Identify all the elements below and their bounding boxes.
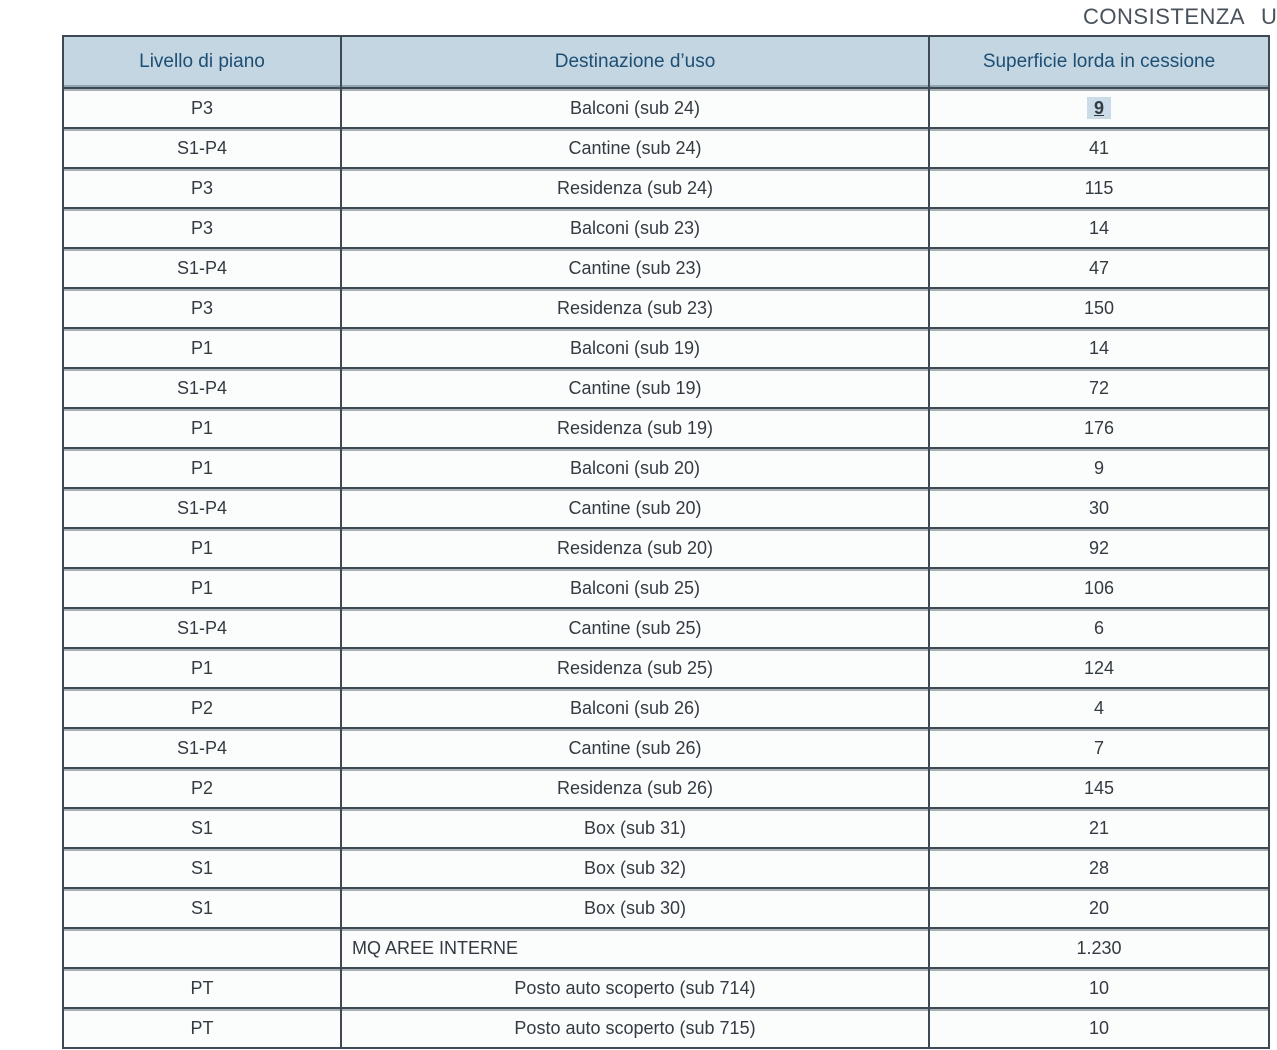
cell-area: 20 xyxy=(929,888,1269,928)
cell-use: Balconi (sub 20) xyxy=(341,448,929,488)
cell-area: 14 xyxy=(929,208,1269,248)
table-row xyxy=(63,128,1269,168)
cell-level: P1 xyxy=(63,528,341,568)
cell-level: S1 xyxy=(63,808,341,848)
cell-area: 41 xyxy=(929,128,1269,168)
table-row xyxy=(63,968,1269,1008)
cell-area: 176 xyxy=(929,408,1269,448)
cell-level: S1-P4 xyxy=(63,248,341,288)
cell-level: P3 xyxy=(63,88,341,128)
cell-level: P2 xyxy=(63,768,341,808)
cell-area: 150 xyxy=(929,288,1269,328)
consistenza-table xyxy=(62,35,1270,1049)
table-row xyxy=(63,688,1269,728)
table-row xyxy=(63,808,1269,848)
cell-area xyxy=(929,88,1269,128)
table-row xyxy=(63,208,1269,248)
cell-level: P3 xyxy=(63,288,341,328)
table-row xyxy=(63,928,1269,968)
cell-use: Cantine (sub 24) xyxy=(341,128,929,168)
cell-use: Box (sub 31) xyxy=(341,808,929,848)
cell-use: Posto auto scoperto (sub 714) xyxy=(341,968,929,1008)
page-title: CONSISTENZA xyxy=(1083,4,1245,29)
cell-area: 106 xyxy=(929,568,1269,608)
cell-use: Residenza (sub 19) xyxy=(341,408,929,448)
table-row xyxy=(63,448,1269,488)
cell-level xyxy=(63,928,341,968)
cell-area: 10 xyxy=(929,1008,1269,1048)
cell-level: S1-P4 xyxy=(63,608,341,648)
cell-use: Residenza (sub 24) xyxy=(341,168,929,208)
table-row xyxy=(63,88,1269,128)
cell-use: Box (sub 32) xyxy=(341,848,929,888)
cell-area: 124 xyxy=(929,648,1269,688)
cell-area: 14 xyxy=(929,328,1269,368)
cell-use: Residenza (sub 26) xyxy=(341,768,929,808)
cell-level: P3 xyxy=(63,168,341,208)
header-livello-di-piano: Livello di piano xyxy=(63,36,341,88)
table-row xyxy=(63,608,1269,648)
cell-use: MQ AREE INTERNE xyxy=(341,928,929,968)
table-row xyxy=(63,528,1269,568)
cell-use: Cantine (sub 19) xyxy=(341,368,929,408)
table-row xyxy=(63,568,1269,608)
cell-use: Residenza (sub 25) xyxy=(341,648,929,688)
cell-level: P1 xyxy=(63,408,341,448)
table-row xyxy=(63,288,1269,328)
table-row xyxy=(63,248,1269,288)
cell-level: P3 xyxy=(63,208,341,248)
table-row xyxy=(63,328,1269,368)
highlighted-value: 9 xyxy=(1087,97,1111,119)
table-row xyxy=(63,768,1269,808)
table-row xyxy=(63,728,1269,768)
cell-use: Balconi (sub 23) xyxy=(341,208,929,248)
cell-use: Cantine (sub 25) xyxy=(341,608,929,648)
cell-use: Cantine (sub 20) xyxy=(341,488,929,528)
cell-use: Balconi (sub 25) xyxy=(341,568,929,608)
table-row xyxy=(63,168,1269,208)
cell-level: S1-P4 xyxy=(63,128,341,168)
cell-use: Cantine (sub 26) xyxy=(341,728,929,768)
cell-area: 21 xyxy=(929,808,1269,848)
cell-use: Box (sub 30) xyxy=(341,888,929,928)
table-row xyxy=(63,1008,1269,1048)
cell-level: P2 xyxy=(63,688,341,728)
cell-area: 1.230 xyxy=(929,928,1269,968)
header-superficie-lorda: Superficie lorda in cessione xyxy=(929,36,1269,88)
cell-level: PT xyxy=(63,1008,341,1048)
cell-area: 92 xyxy=(929,528,1269,568)
table-header-row xyxy=(63,36,1269,88)
cell-area: 47 xyxy=(929,248,1269,288)
cell-area: 7 xyxy=(929,728,1269,768)
cell-level: P1 xyxy=(63,568,341,608)
table-row xyxy=(63,648,1269,688)
cell-area: 145 xyxy=(929,768,1269,808)
cell-area: 115 xyxy=(929,168,1269,208)
cell-area: 4 xyxy=(929,688,1269,728)
table-body xyxy=(63,88,1269,1048)
table-row xyxy=(63,488,1269,528)
cell-level: S1 xyxy=(63,848,341,888)
table-row xyxy=(63,368,1269,408)
cell-area: 72 xyxy=(929,368,1269,408)
cell-level: P1 xyxy=(63,448,341,488)
page-title-clipped-letter: U xyxy=(1261,4,1277,29)
cell-area: 10 xyxy=(929,968,1269,1008)
cell-area: 6 xyxy=(929,608,1269,648)
header-destinazione-duso: Destinazione d’uso xyxy=(341,36,929,88)
cell-use: Residenza (sub 20) xyxy=(341,528,929,568)
table-row xyxy=(63,848,1269,888)
cell-level: P1 xyxy=(63,328,341,368)
cell-level: S1-P4 xyxy=(63,488,341,528)
cell-use: Residenza (sub 23) xyxy=(341,288,929,328)
cell-level: S1-P4 xyxy=(63,368,341,408)
table-row xyxy=(63,888,1269,928)
cell-area: 9 xyxy=(929,448,1269,488)
cell-use: Balconi (sub 24) xyxy=(341,88,929,128)
cell-use: Balconi (sub 26) xyxy=(341,688,929,728)
table-row xyxy=(63,408,1269,448)
cell-level: P1 xyxy=(63,648,341,688)
cell-level: S1 xyxy=(63,888,341,928)
cell-use: Cantine (sub 23) xyxy=(341,248,929,288)
cell-area: 30 xyxy=(929,488,1269,528)
cell-use: Posto auto scoperto (sub 715) xyxy=(341,1008,929,1048)
cell-level: S1-P4 xyxy=(63,728,341,768)
cell-area: 28 xyxy=(929,848,1269,888)
cell-use: Balconi (sub 19) xyxy=(341,328,929,368)
cell-level: PT xyxy=(63,968,341,1008)
